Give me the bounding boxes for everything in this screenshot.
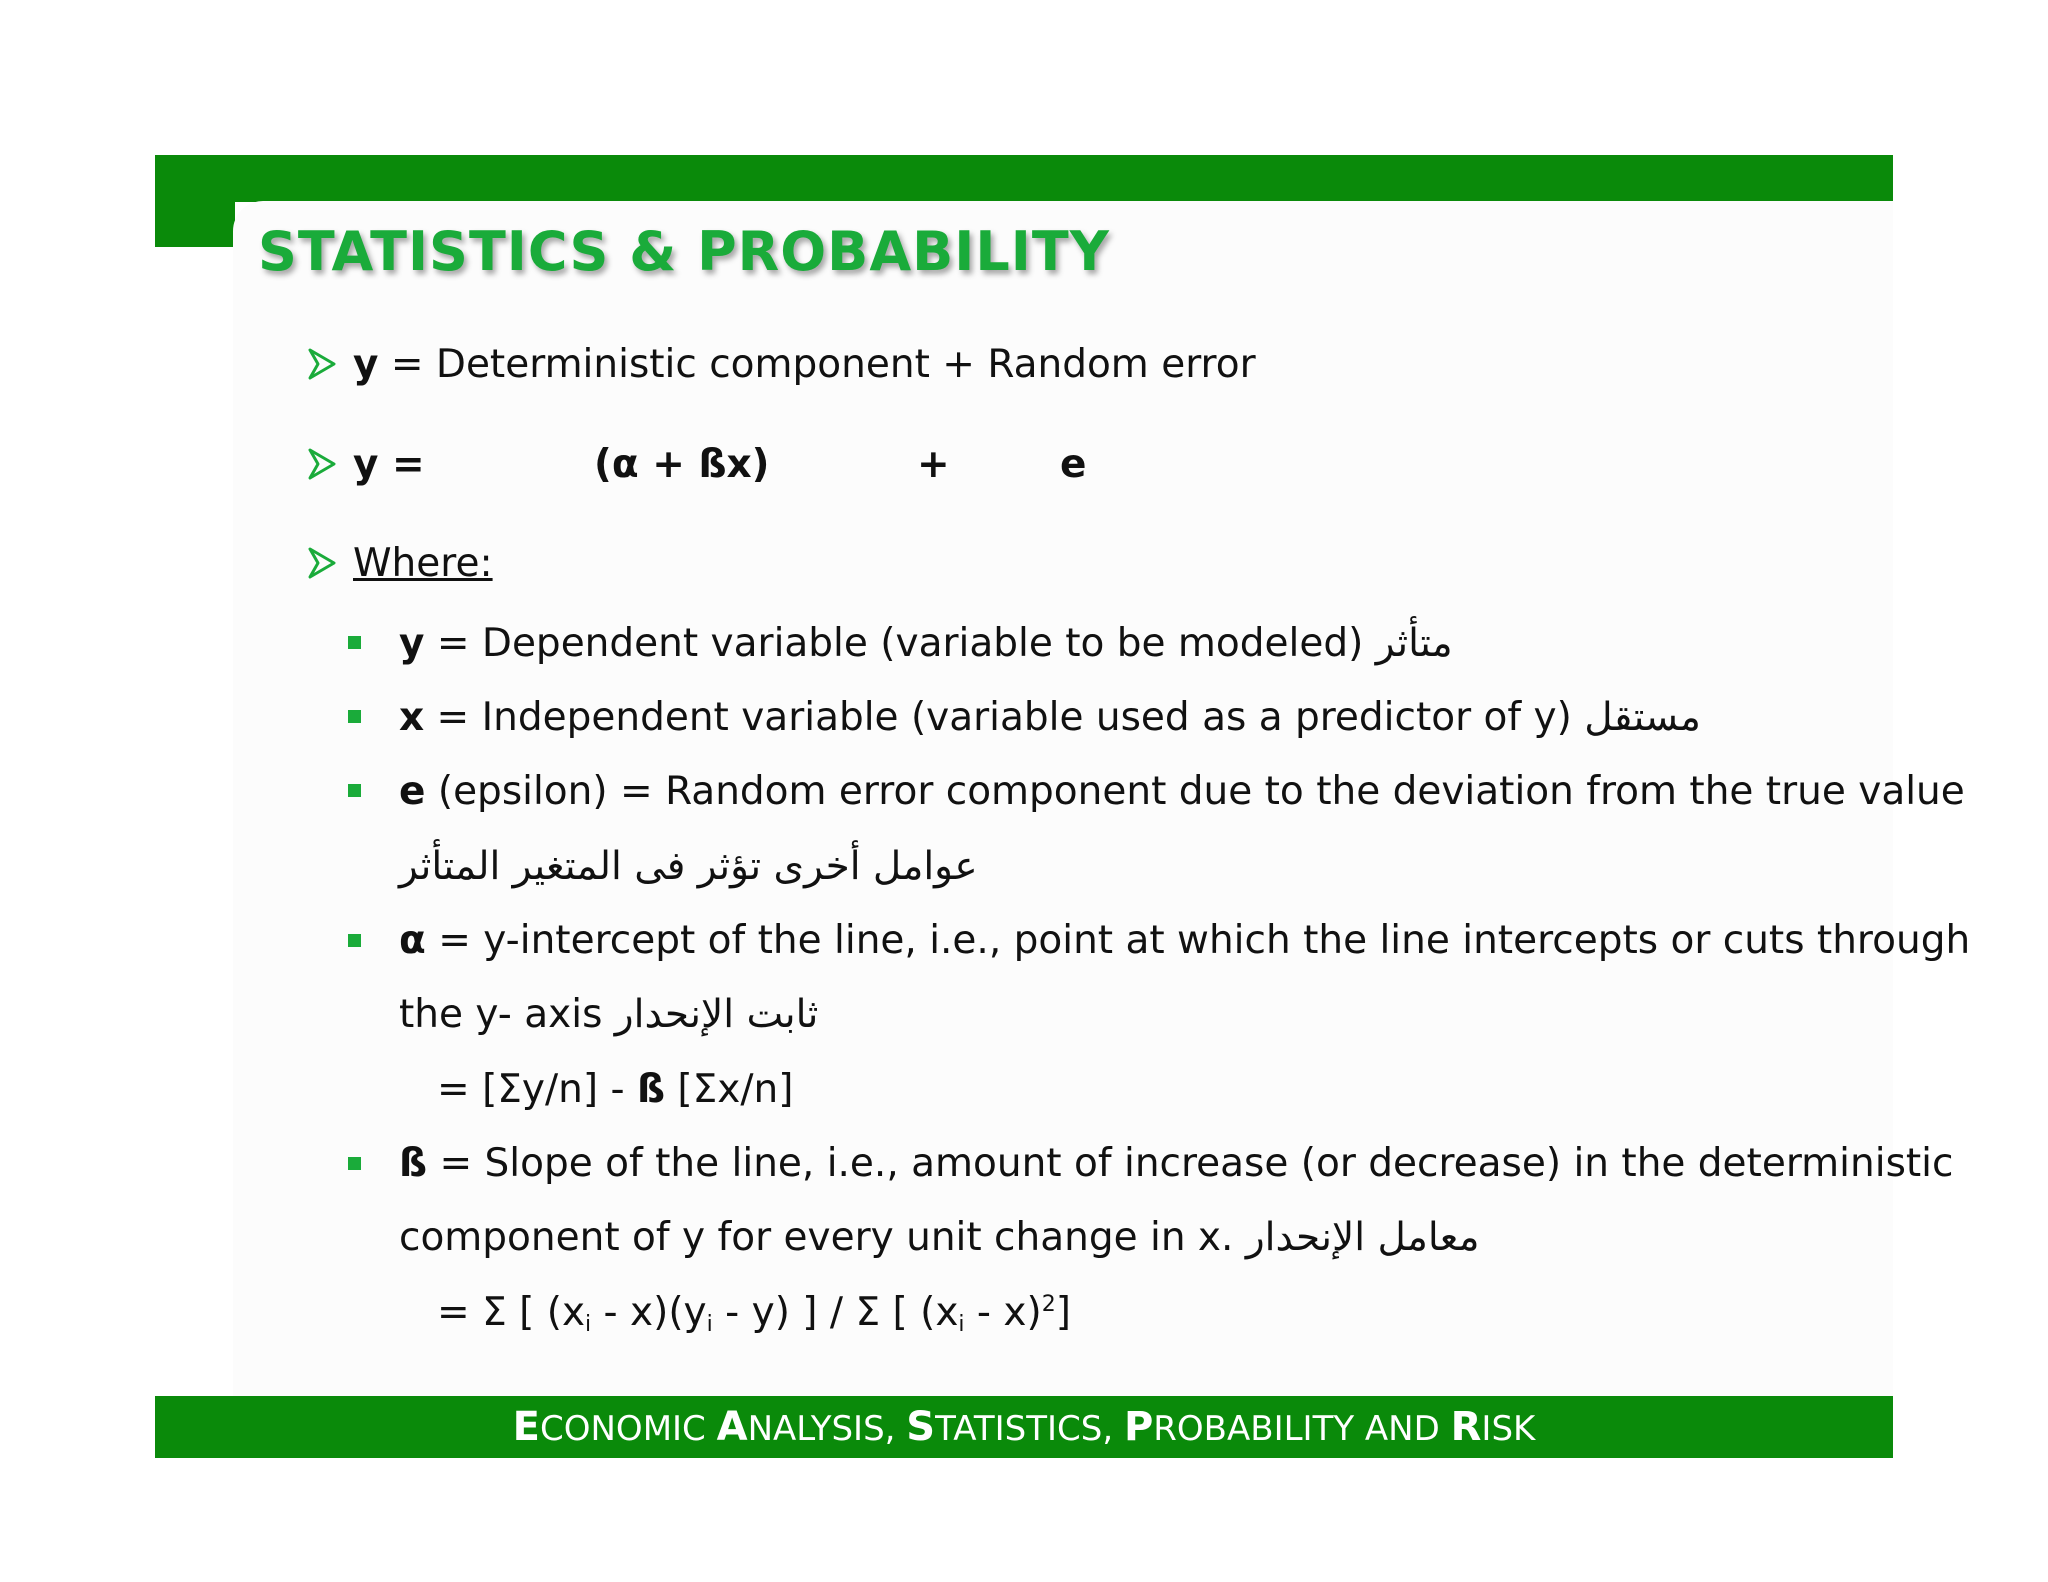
footer-cap: A xyxy=(716,1404,748,1450)
sym-y: y xyxy=(399,621,425,666)
beta-formula-part2: - x)(y xyxy=(591,1290,707,1335)
eq-error: e xyxy=(1060,442,1087,487)
sym-e: e xyxy=(399,769,426,814)
def-e-arabic-line xyxy=(399,844,978,889)
header-tab xyxy=(155,155,235,247)
eq-deterministic: (α + ßx) xyxy=(594,442,770,487)
slide-title: STATISTICS & PROBABILITY xyxy=(258,220,1110,283)
square-bullet-icon xyxy=(348,784,361,797)
sym-x: x xyxy=(399,695,425,740)
footer-text xyxy=(513,1404,1536,1450)
def-y-arabic: متأثر xyxy=(1375,621,1453,666)
subscript-i: i xyxy=(958,1312,965,1337)
superscript-2: 2 xyxy=(1041,1292,1056,1317)
footer-cap: P xyxy=(1123,1404,1154,1450)
def-alpha-text: = y-intercept of the line, i.e., point at which the line intercepts or cuts through xyxy=(425,918,1971,963)
footer-word: ROBABILITY AND xyxy=(1153,1409,1451,1449)
footer-word: TATISTICS, xyxy=(935,1409,1124,1449)
alpha-formula xyxy=(437,1067,794,1112)
beta-formula-part3: - y) ] / Σ [ (x xyxy=(712,1290,959,1335)
def-beta xyxy=(399,1141,1954,1186)
def-beta-text2: component of y for every unit change in x. xyxy=(399,1215,1246,1260)
eq-plus: + xyxy=(917,442,950,487)
arrow-bullet-icon xyxy=(307,346,337,382)
alpha-formula-beta: ß xyxy=(636,1067,666,1112)
eq-y: y = xyxy=(353,442,425,487)
def-x-text: = Independent variable (variable used as a predictor of y) xyxy=(424,695,1585,740)
footer-word: CONOMIC xyxy=(540,1409,717,1449)
def-e xyxy=(399,769,1965,814)
var-y: y xyxy=(353,342,379,387)
def-beta-arabic: معامل الإنحدار xyxy=(1245,1215,1480,1260)
def-x xyxy=(399,695,1701,740)
beta-formula-part4: - x) xyxy=(964,1290,1042,1335)
def-alpha xyxy=(399,918,1971,963)
beta-formula xyxy=(437,1290,1071,1337)
footer-cap: E xyxy=(512,1404,540,1450)
beta-formula-part1: = Σ [ (x xyxy=(437,1290,586,1335)
footer-cap: S xyxy=(906,1404,936,1450)
alpha-formula-pre: = [Σy/n] - xyxy=(437,1067,637,1112)
def-alpha-line2 xyxy=(399,992,819,1037)
footer-word: ISK xyxy=(1481,1409,1536,1449)
def-beta-line2 xyxy=(399,1215,1480,1260)
subscript-i: i xyxy=(585,1312,592,1337)
def-alpha-text2: the y- axis xyxy=(399,992,615,1037)
beta-formula-part5: ] xyxy=(1055,1290,1071,1335)
def-beta-text: = Slope of the line, i.e., amount of increase (or decrease) in the deterministic xyxy=(427,1141,1954,1186)
def-y-text: = Dependent variable (variable to be modeled) xyxy=(424,621,1376,666)
arrow-bullet-icon xyxy=(307,545,337,581)
square-bullet-icon xyxy=(348,710,361,723)
square-bullet-icon xyxy=(348,934,361,947)
subscript-i: i xyxy=(706,1312,713,1337)
footer-bar xyxy=(155,1396,1893,1458)
def-e-text: (epsilon) = Random error component due to the deviation from the true value xyxy=(425,769,1965,814)
equation-words-text: = Deterministic component + Random error xyxy=(378,342,1256,387)
arrow-bullet-icon xyxy=(307,446,337,482)
footer-cap: R xyxy=(1450,1404,1482,1450)
def-alpha-arabic: ثابت الإنحدار xyxy=(614,992,819,1037)
sym-alpha: α xyxy=(399,918,426,963)
square-bullet-icon xyxy=(348,1157,361,1170)
def-e-arabic: عوامل أخرى تؤثر فى المتغير المتأثر xyxy=(399,844,978,889)
where-label: Where: xyxy=(353,541,493,586)
def-y xyxy=(399,621,1453,666)
def-x-arabic: مستقل xyxy=(1584,695,1701,740)
footer-word: NALYSIS, xyxy=(747,1409,907,1449)
sym-beta: ß xyxy=(399,1141,428,1186)
bullet-equation-words xyxy=(353,342,1256,387)
header-bar xyxy=(155,155,1893,202)
alpha-formula-post: [Σx/n] xyxy=(665,1067,794,1112)
square-bullet-icon xyxy=(348,636,361,649)
